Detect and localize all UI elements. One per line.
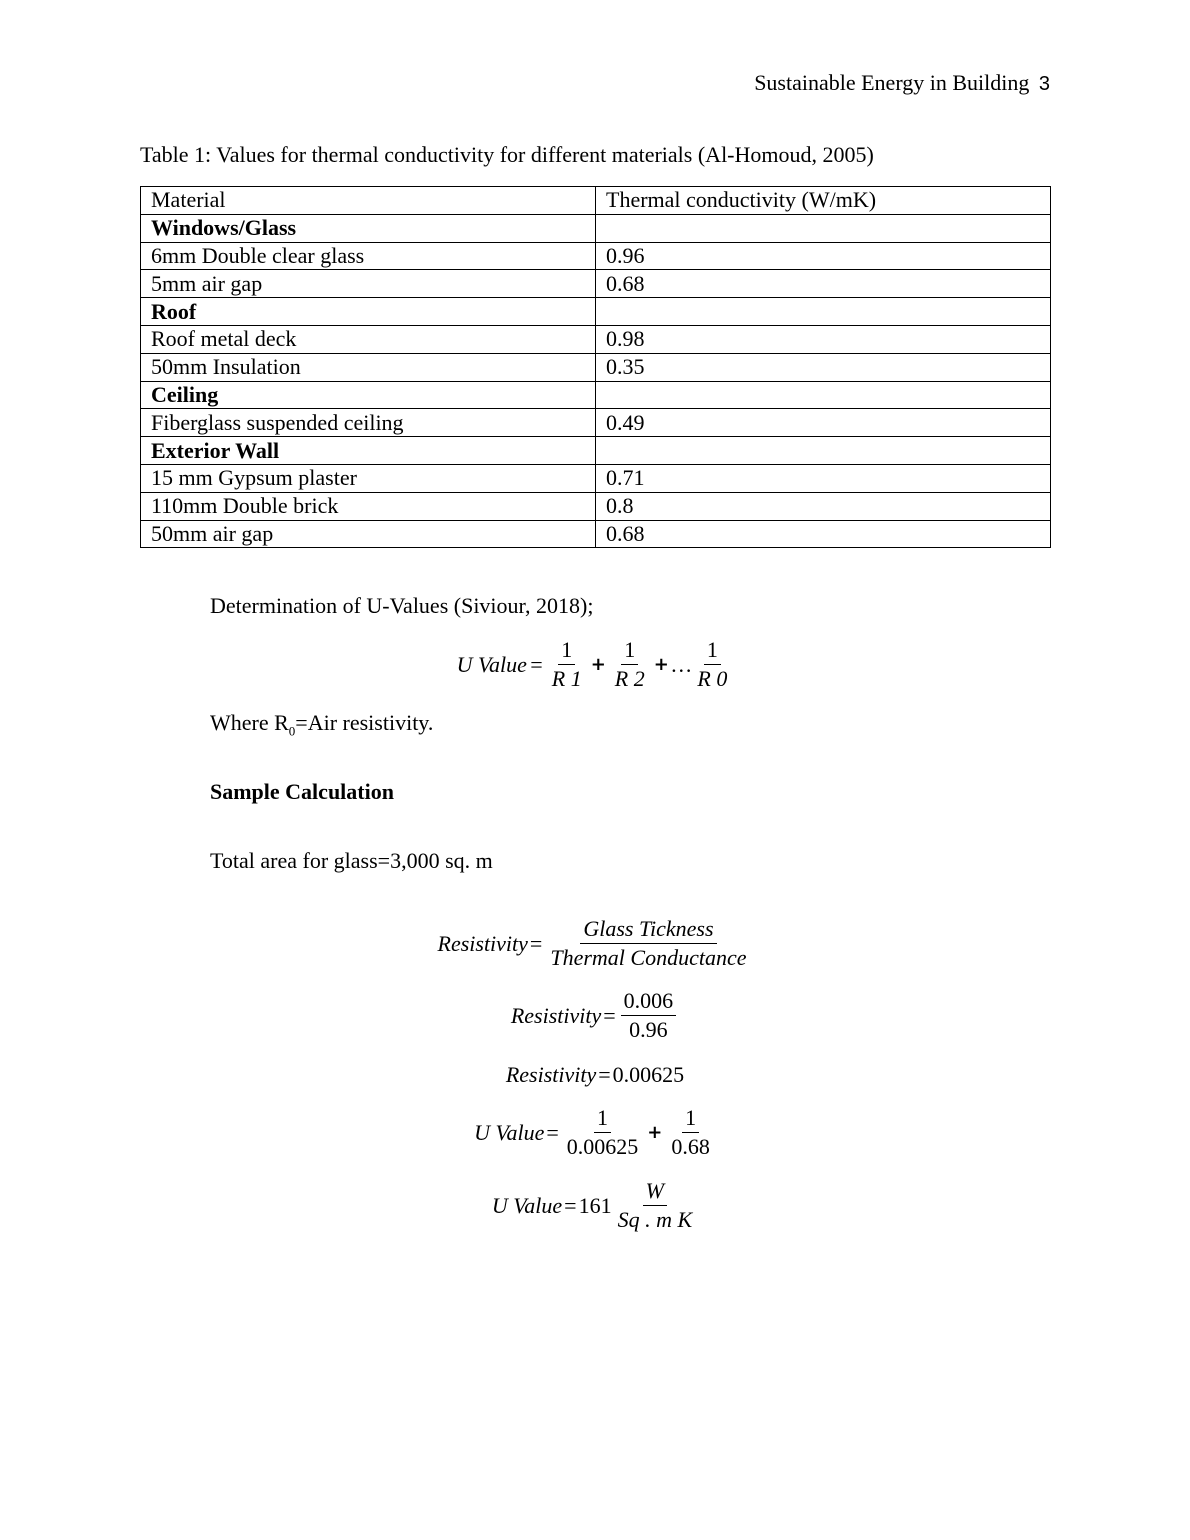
conductivity-cell	[596, 437, 1051, 465]
material-cell: Roof	[141, 298, 596, 326]
fraction: $\frac{1}{0.00625}$	[566, 1105, 639, 1159]
eq-lhs: U Value	[456, 651, 527, 677]
material-cell: Ceiling	[141, 381, 596, 409]
table-row	[141, 520, 1051, 548]
table-header-row	[141, 187, 1051, 215]
column-header-conductivity: Thermal conductivity (W/mK)	[596, 187, 1051, 215]
conductivity-cell	[596, 214, 1051, 242]
material-cell: 110mm Double brick	[141, 492, 596, 520]
conductivity-cell: 0.98	[596, 325, 1051, 353]
conductivity-cell	[596, 381, 1051, 409]
fraction: $\frac{1}{R 1}$	[551, 637, 582, 691]
sample-calculation-heading: Sample Calculation	[210, 779, 394, 804]
fraction: $\frac{1}{0.68}$	[671, 1105, 710, 1159]
table-row	[141, 353, 1051, 381]
conductivity-cell: 0.68	[596, 520, 1051, 548]
equation-uvalue-result: U Value = 161 $\frac{W}{\text{Sq . m K}}$	[0, 1179, 1190, 1232]
ellipsis: …	[671, 651, 692, 677]
material-cell: 15 mm Gypsum plaster	[141, 464, 596, 492]
total-area-text: Total area for glass=3,000 sq. m	[210, 848, 493, 873]
table-row	[141, 381, 1051, 409]
table-row	[141, 298, 1051, 326]
equation-resistivity-formula: Resistivity = $\frac{\text{Glass Tickness}}{\text{Thermal Conductance}}$	[0, 917, 1190, 970]
table-row	[141, 214, 1051, 242]
fraction: $\frac{\text{Glass Tickness}}{\text{Thermal Conductance}}$	[550, 916, 747, 970]
plus-sign: +	[653, 654, 669, 675]
conductivity-cell: 0.49	[596, 409, 1051, 437]
fraction: $\frac{1}{R 0}$	[697, 637, 728, 691]
plus-sign: +	[590, 654, 606, 675]
header-title: Sustainable Energy in Building	[754, 70, 1030, 95]
equation-uvalue-general: U Value = $\frac{1}{R 1}$ + $\frac{1}{R 2}$ + … $\frac{1}{R 0}$	[0, 638, 1190, 691]
material-cell: Exterior Wall	[141, 437, 596, 465]
table-row	[141, 325, 1051, 353]
fraction: $\frac{0.006}{0.96}$	[621, 989, 677, 1042]
where-text: Where $R_0=Air$ resistivity.	[210, 710, 434, 739]
equation-resistivity-result: Resistivity = 0.00625	[505, 1062, 685, 1087]
conductivity-cell: 0.71	[596, 464, 1051, 492]
material-cell: 5mm air gap	[141, 270, 596, 298]
determination-text: Determination of U-Values (Siviour, 2018);	[210, 593, 594, 618]
fraction: $\frac{1}{R 2}$	[614, 637, 645, 691]
material-cell: 6mm Double clear glass	[141, 242, 596, 270]
table-row	[141, 242, 1051, 270]
conductivity-cell: 0.68	[596, 270, 1051, 298]
equation-uvalue-substitution: U Value = $\frac{1}{0.00625}$ + $\frac{1}{0.68}$	[0, 1106, 1190, 1159]
page-number: 3	[1038, 73, 1050, 95]
conductivity-cell: 0.35	[596, 353, 1051, 381]
table-caption: Table 1: Values for thermal conductivity for different materials (Al-Homoud, 2005)	[140, 142, 874, 167]
table-row	[141, 270, 1051, 298]
material-cell: Roof metal deck	[141, 325, 596, 353]
material-cell: 50mm Insulation	[141, 353, 596, 381]
conductivity-cell: 0.96	[596, 242, 1051, 270]
running-header	[754, 70, 1050, 96]
table-row	[141, 437, 1051, 465]
table-row	[141, 409, 1051, 437]
plus-sign: +	[647, 1122, 663, 1143]
column-header-material: Material	[141, 187, 596, 215]
material-cell: Windows/Glass	[141, 214, 596, 242]
table-row	[141, 492, 1051, 520]
unit-fraction: $\frac{W}{\text{Sq . m K}}$	[617, 1178, 693, 1232]
material-cell: 50mm air gap	[141, 520, 596, 548]
conductivity-cell: 0.8	[596, 492, 1051, 520]
equation-resistivity-substitution: Resistivity = $\frac{0.006}{0.96}$	[0, 989, 1190, 1042]
thermal-conductivity-table	[140, 186, 1051, 548]
conductivity-cell	[596, 298, 1051, 326]
material-cell: Fiberglass suspended ceiling	[141, 409, 596, 437]
table-row	[141, 464, 1051, 492]
